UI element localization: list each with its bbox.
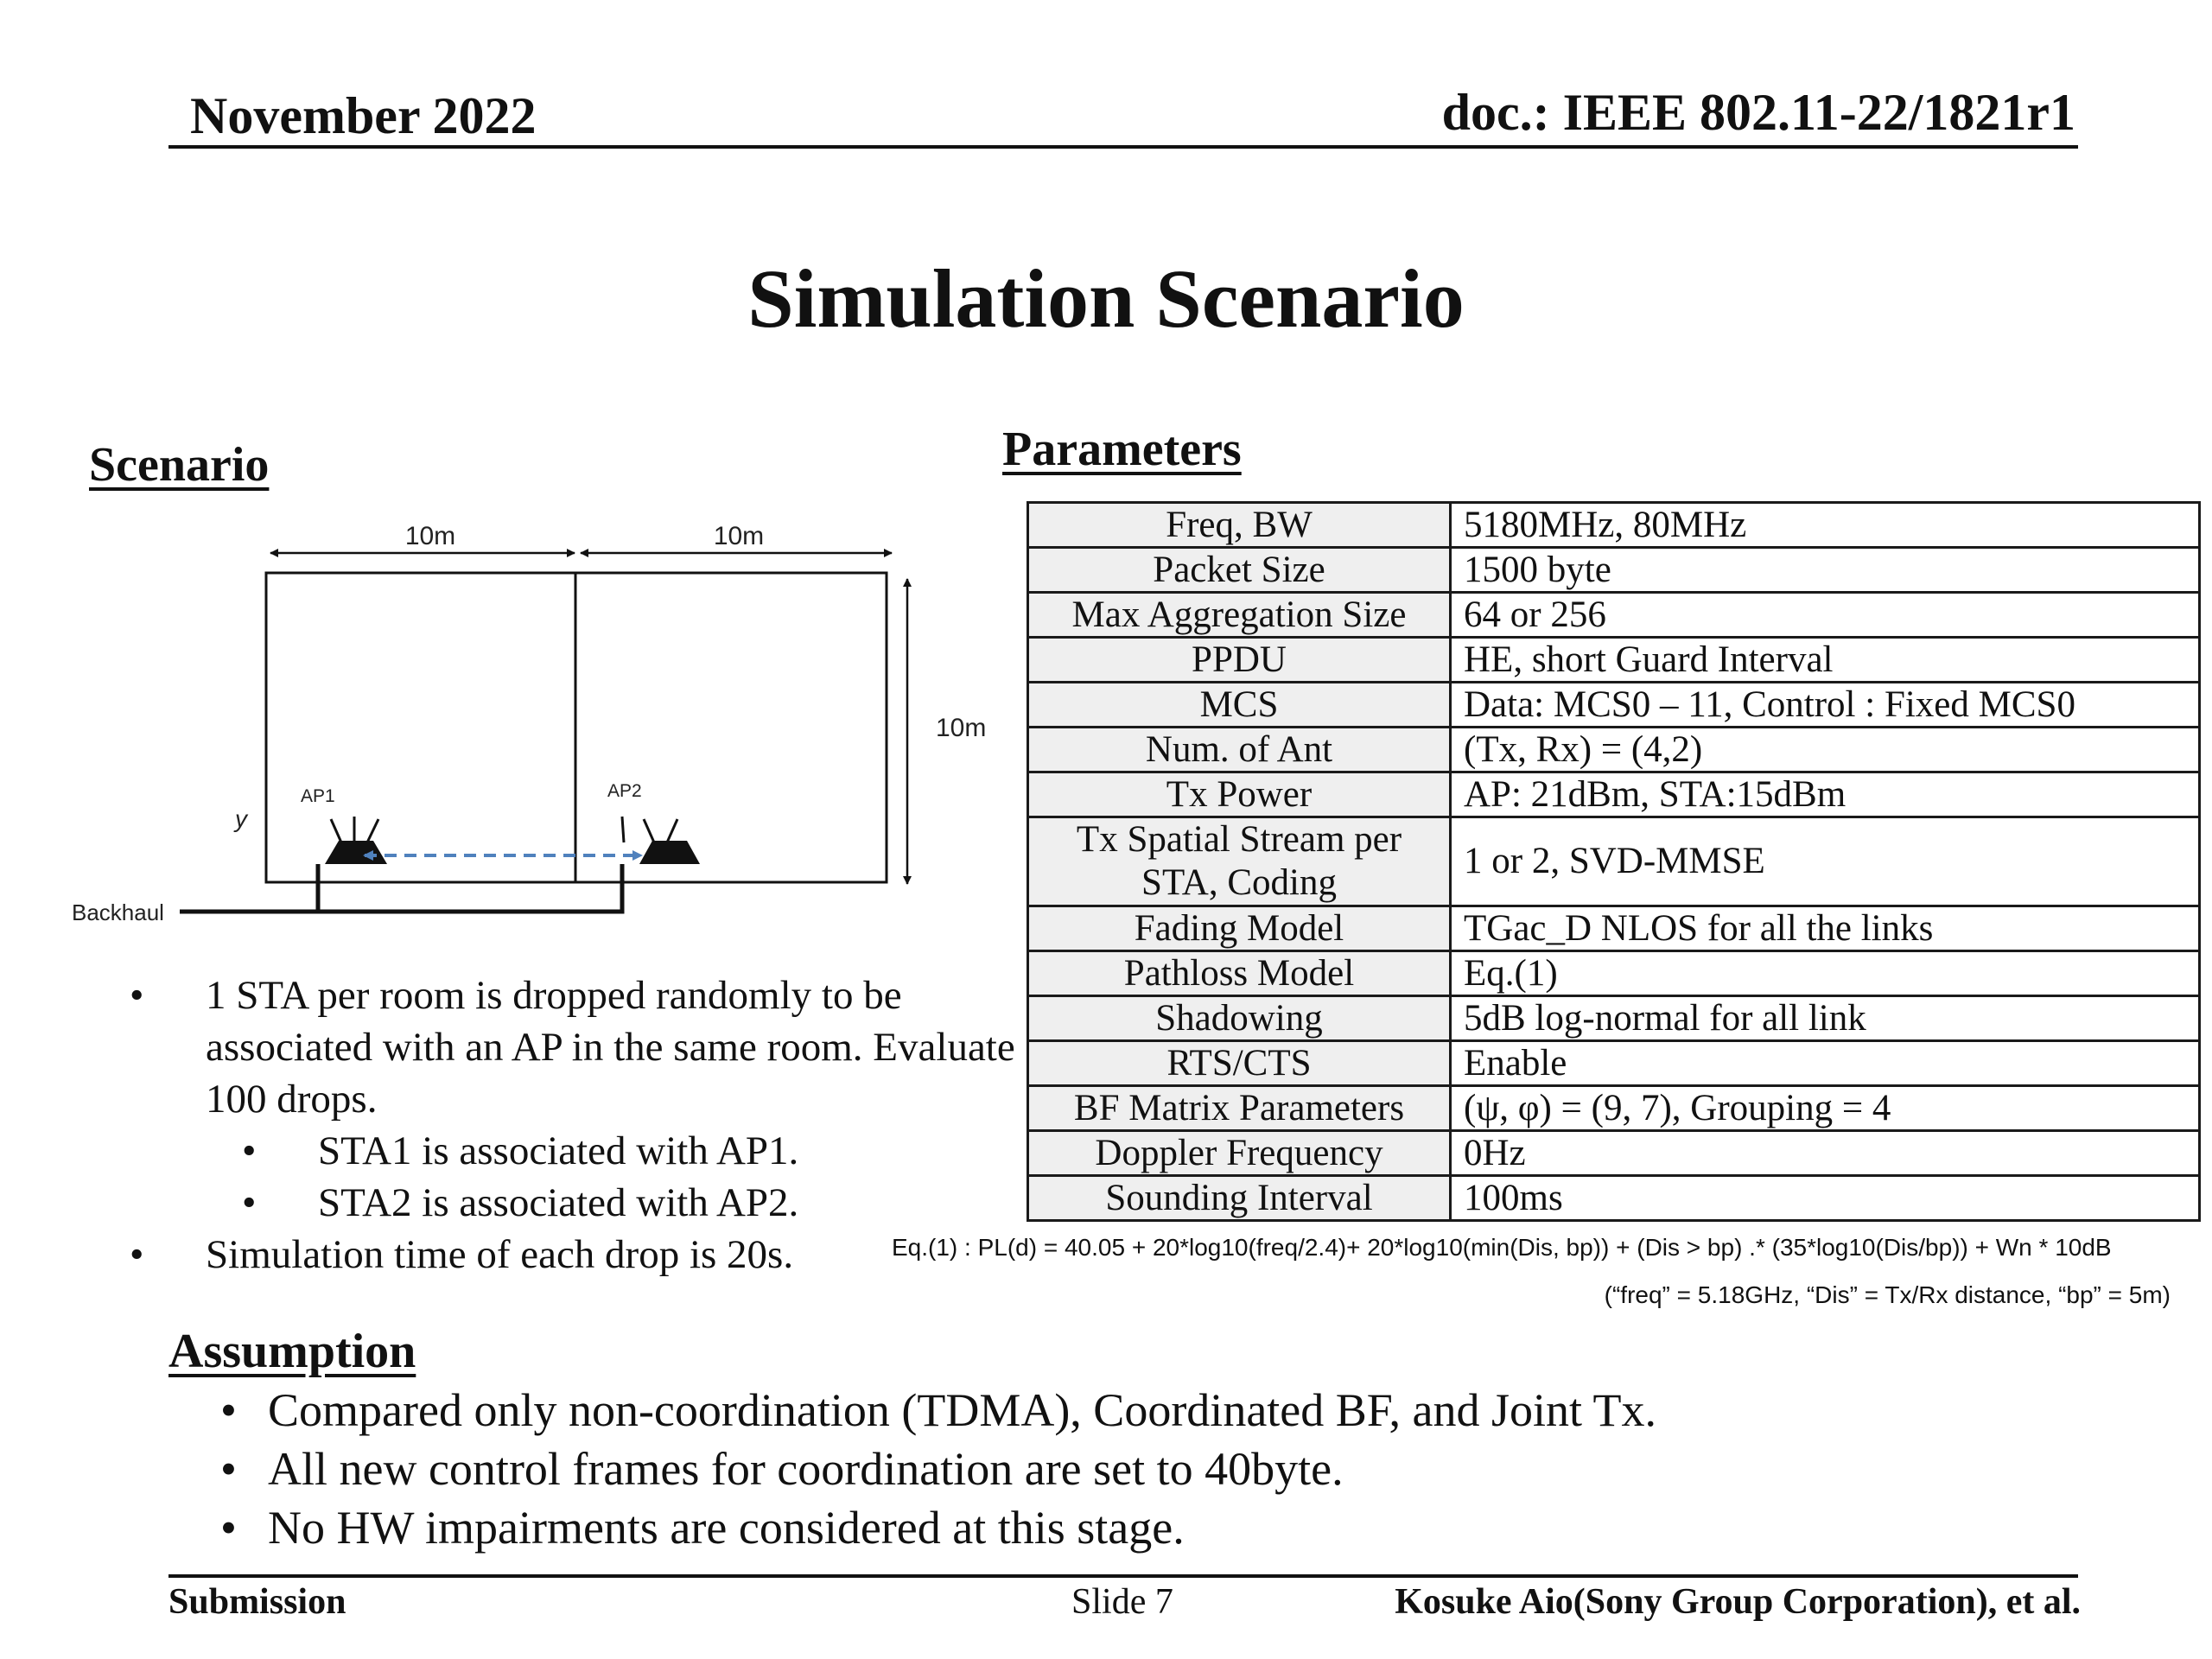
parameter-name: Doppler Frequency [1028,1131,1451,1176]
parameter-value: (Tx, Rx) = (4,2) [1451,728,2200,772]
parameter-value: Eq.(1) [1451,951,2200,996]
assumption-text: All new control frames for coordination are set to 40byte. [268,1443,1344,1495]
bullet-glyph: • [242,1180,257,1225]
list-item [130,1177,1028,1229]
list-item [220,1381,1656,1440]
assumption-text: Compared only non-coordination (TDMA), Coordinated BF, and Joint Tx. [268,1384,1656,1436]
bullet-glyph: • [130,1232,144,1277]
height-label: 10m [936,714,987,742]
parameters-heading: Parameters [1002,423,1242,476]
parameter-value: HE, short Guard Interval [1451,638,2200,683]
table-row [1028,817,2200,906]
table-row [1028,593,2200,638]
header-date: November 2022 [190,87,537,144]
table-row [1028,503,2200,548]
parameter-value: 64 or 256 [1451,593,2200,638]
parameter-name: BF Matrix Parameters [1028,1086,1451,1131]
table-row [1028,1131,2200,1176]
slide-number: Slide 7 [1071,1582,1173,1622]
width-label-2: 10m [713,522,765,550]
table-row [1028,996,2200,1041]
parameter-name: PPDU [1028,638,1451,683]
parameter-name: Packet Size [1028,548,1451,593]
room-1 [266,573,575,882]
footer-divider [168,1574,2078,1578]
parameter-value: AP: 21dBm, STA:15dBm [1451,772,2200,817]
table-row [1028,683,2200,728]
parameter-name: Tx Power [1028,772,1451,817]
parameter-value: Data: MCS0 – 11, Control : Fixed MCS0 [1451,683,2200,728]
parameter-name: RTS/CTS [1028,1041,1451,1086]
bullet-text: 1 STA per room is dropped randomly to be associated with an AP in the same room. Evaluate 100 drops. [206,973,1015,1122]
parameter-name: Sounding Interval [1028,1176,1451,1221]
list-item [130,1229,1028,1281]
ap1-router-icon [325,817,387,864]
list-item [130,969,1028,1125]
bullet-glyph: • [220,1502,237,1554]
assumption-list [220,1381,1656,1557]
equation-note: (“freq” = 5.18GHz, “Dis” = Tx/Rx distance, “bp” = 5m) [1604,1281,2171,1308]
parameter-value: 0Hz [1451,1131,2200,1176]
ap1-label: AP1 [301,786,335,806]
parameter-value: 5dB log-normal for all link [1451,996,2200,1041]
table-row [1028,728,2200,772]
parameter-name: Freq, BW [1028,503,1451,548]
parameter-name: Fading Model [1028,906,1451,951]
assumption-text: No HW impairments are considered at this stage. [268,1502,1185,1554]
bullet-text: STA2 is associated with AP2. [318,1180,799,1225]
y-axis-label: y [235,805,247,832]
parameters-table [1027,501,2201,1222]
scenario-bullet-list [130,969,1028,1281]
bullet-glyph: • [220,1443,237,1495]
parameter-value: 5180MHz, 80MHz [1451,503,2200,548]
parameter-value: (ψ, φ) = (9, 7), Grouping = 4 [1451,1086,2200,1131]
parameter-value: 1500 byte [1451,548,2200,593]
assumption-heading: Assumption [168,1325,416,1378]
header-divider [168,145,2078,149]
parameter-name: Tx Spatial Stream per STA, Coding [1028,817,1451,906]
bullet-glyph: • [242,1128,257,1173]
list-item [130,1125,1028,1177]
parameter-name: Shadowing [1028,996,1451,1041]
parameter-name: Max Aggregation Size [1028,593,1451,638]
parameter-value: TGac_D NLOS for all the links [1451,906,2200,951]
table-row [1028,638,2200,683]
backhaul-label: Backhaul [72,899,164,925]
footer-submission: Submission [168,1582,346,1622]
table-row [1028,1176,2200,1221]
table-row [1028,772,2200,817]
bullet-text: Simulation time of each drop is 20s. [206,1232,794,1277]
list-item [220,1498,1656,1557]
scenario-diagram [52,510,1011,959]
scenario-heading: Scenario [89,438,270,492]
parameter-value: Enable [1451,1041,2200,1086]
list-item [220,1440,1656,1498]
bullet-text: STA1 is associated with AP1. [318,1128,799,1173]
backhaul-line [180,864,622,912]
table-row [1028,906,2200,951]
bullet-glyph: • [220,1384,237,1436]
slide-title: Simulation Scenario [747,252,1465,345]
parameter-name: Num. of Ant [1028,728,1451,772]
parameter-name: Pathloss Model [1028,951,1451,996]
table-row [1028,1086,2200,1131]
footer-author: Kosuke Aio(Sony Group Corporation), et al. [1395,1582,2081,1622]
header-doc-id: doc.: IEEE 802.11-22/1821r1 [1441,84,2075,141]
ap2-label: AP2 [607,781,642,801]
parameter-value: 100ms [1451,1176,2200,1221]
parameter-value: 1 or 2, SVD-MMSE [1451,817,2200,906]
parameter-name: MCS [1028,683,1451,728]
pathloss-equation: Eq.(1) : PL(d) = 40.05 + 20*log10(freq/2.4)+ 20*log10(min(Dis, bp)) + (Dis > bp) .* (35*log10(Dis/bp)) + Wn * 10dB [892,1234,2112,1261]
table-row [1028,1041,2200,1086]
table-row [1028,548,2200,593]
table-row [1028,951,2200,996]
width-label-1: 10m [404,522,456,550]
bullet-glyph: • [130,973,144,1018]
